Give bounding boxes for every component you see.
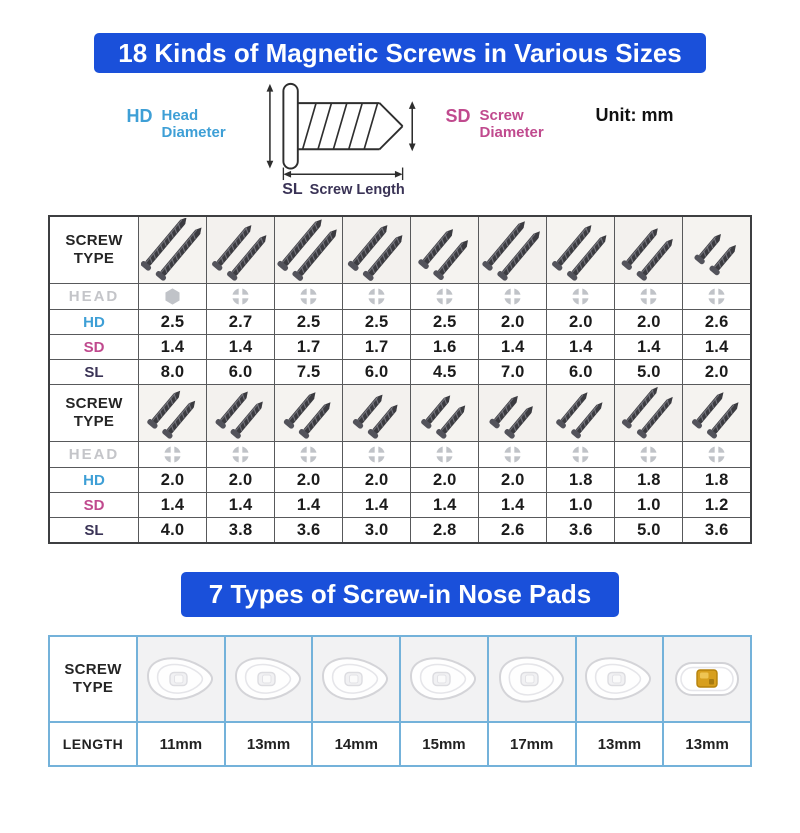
phillips-head-cell — [275, 442, 343, 468]
screw-type-label: SCREW TYPE — [49, 216, 139, 284]
nosepad-photo — [227, 649, 311, 709]
sl-value: 2.6 — [479, 518, 547, 544]
hd-value: 1.8 — [547, 468, 615, 493]
sl-value: 7.5 — [275, 360, 343, 385]
nosepad-photo-cell — [137, 636, 225, 722]
screw-photo — [413, 386, 477, 440]
sl-value: 2.8 — [411, 518, 479, 544]
hd-value: 2.0 — [139, 468, 207, 493]
phillips-head-icon — [299, 287, 318, 306]
screw-photo-cell — [343, 385, 411, 442]
sl-value: 6.0 — [547, 360, 615, 385]
sl-row — [49, 360, 751, 385]
phillips-head-icon — [707, 445, 726, 464]
hd-value: 2.5 — [139, 310, 207, 335]
hd-value: 2.7 — [207, 310, 275, 335]
product-infographic — [0, 33, 800, 767]
nosepad-length-value: 13mm — [225, 722, 313, 766]
head-label: HEAD — [49, 442, 139, 468]
phillips-head-icon — [435, 445, 454, 464]
hd-value: 2.5 — [275, 310, 343, 335]
screw-photo — [141, 386, 205, 440]
phillips-head-icon — [231, 445, 250, 464]
nosepad-length-value: 13mm — [576, 722, 664, 766]
screw-photo-cell — [547, 216, 615, 284]
screw-photo — [685, 218, 749, 282]
hd-legend — [126, 107, 241, 142]
sd-value: 1.4 — [479, 335, 547, 360]
screw-photo — [209, 218, 273, 282]
screw-photo-cell — [207, 216, 275, 284]
screw-photo-cell — [615, 385, 683, 442]
head-row — [49, 284, 751, 310]
sd-value: 1.4 — [547, 335, 615, 360]
phillips-head-cell — [479, 442, 547, 468]
sd-value: 1.7 — [343, 335, 411, 360]
sl-value: 8.0 — [139, 360, 207, 385]
sl-value: 4.5 — [411, 360, 479, 385]
sl-value: 4.0 — [139, 518, 207, 544]
hd-value: 2.5 — [411, 310, 479, 335]
phillips-head-icon — [503, 445, 522, 464]
hd-value: 2.0 — [207, 468, 275, 493]
phillips-head-icon — [571, 445, 590, 464]
screw-type-row — [49, 216, 751, 284]
phillips-head-icon — [163, 445, 182, 464]
sl-value: 3.6 — [547, 518, 615, 544]
sd-value: 1.6 — [411, 335, 479, 360]
screw-photo — [481, 218, 545, 282]
screw-photo — [277, 218, 341, 282]
screw-photo — [345, 386, 409, 440]
screws-banner-title: 18 Kinds of Magnetic Screws in Various Sizes — [118, 37, 682, 68]
sl-row-label: SL — [49, 518, 139, 544]
sl-value: 3.6 — [683, 518, 751, 544]
nosepad-photo — [402, 649, 486, 709]
hd-row — [49, 468, 751, 493]
screw-photo — [685, 386, 749, 440]
nosepads-banner-title: 7 Types of Screw-in Nose Pads — [208, 579, 592, 609]
screw-photo-cell — [343, 216, 411, 284]
nosepad-table — [48, 635, 752, 767]
screw-photo-cell — [479, 385, 547, 442]
sd-value: 1.4 — [411, 493, 479, 518]
screw-spec-table — [48, 215, 752, 544]
unit-label: Unit: mm — [595, 105, 674, 125]
sl-row — [49, 518, 751, 544]
phillips-head-icon — [435, 287, 454, 306]
hd-value: 2.0 — [479, 310, 547, 335]
screw-photo — [141, 218, 205, 282]
phillips-head-cell — [207, 442, 275, 468]
hd-value: 2.0 — [547, 310, 615, 335]
screw-photo — [549, 386, 613, 440]
sl-value: 7.0 — [479, 360, 547, 385]
screw-photo-cell — [683, 385, 751, 442]
hd-abbr: HD — [126, 106, 153, 126]
nosepad-length-row — [49, 722, 751, 766]
sd-value: 1.4 — [207, 493, 275, 518]
phillips-head-cell — [547, 284, 615, 310]
sl-value: 5.0 — [615, 360, 683, 385]
nosepad-photo — [314, 649, 398, 709]
nosepad-photo — [490, 649, 574, 709]
phillips-head-cell — [207, 284, 275, 310]
sl-value: 6.0 — [207, 360, 275, 385]
phillips-head-cell — [683, 442, 751, 468]
phillips-head-cell — [547, 442, 615, 468]
screw-photo — [481, 386, 545, 440]
screw-photo-cell — [275, 216, 343, 284]
screw-technical-drawing-icon — [255, 81, 431, 181]
hd-value: 2.0 — [411, 468, 479, 493]
phillips-head-icon — [639, 445, 658, 464]
nosepad-photo-cell — [225, 636, 313, 722]
sd-value: 1.7 — [275, 335, 343, 360]
nosepad-photo — [139, 649, 223, 709]
sl-value: 5.0 — [615, 518, 683, 544]
nosepad-type-label: SCREW TYPE — [49, 636, 137, 722]
screw-photo-cell — [275, 385, 343, 442]
phillips-head-icon — [503, 287, 522, 306]
sl-legend — [282, 181, 405, 199]
length-row-label: LENGTH — [49, 722, 137, 766]
hd-label: Head Diameter — [161, 107, 226, 142]
sd-value: 1.4 — [207, 335, 275, 360]
head-row — [49, 442, 751, 468]
nosepad-photo-cell — [400, 636, 488, 722]
phillips-head-cell — [139, 442, 207, 468]
screw-type-label: SCREW TYPE — [49, 385, 139, 442]
sd-row-label: SD — [49, 335, 139, 360]
sl-value: 3.6 — [275, 518, 343, 544]
phillips-head-cell — [343, 284, 411, 310]
phillips-head-cell — [275, 284, 343, 310]
nosepad-length-value: 15mm — [400, 722, 488, 766]
hd-value: 2.5 — [343, 310, 411, 335]
sl-value: 6.0 — [343, 360, 411, 385]
phillips-head-cell — [411, 284, 479, 310]
screw-photo-cell — [207, 385, 275, 442]
sd-value: 1.2 — [683, 493, 751, 518]
phillips-head-cell — [479, 284, 547, 310]
screw-photo — [549, 218, 613, 282]
hd-value: 2.0 — [343, 468, 411, 493]
sd-row-label: SD — [49, 493, 139, 518]
phillips-head-cell — [683, 284, 751, 310]
sl-row-label: SL — [49, 360, 139, 385]
sd-legend — [445, 107, 559, 142]
nosepad-length-value: 11mm — [137, 722, 225, 766]
head-label: HEAD — [49, 284, 139, 310]
phillips-head-cell — [615, 284, 683, 310]
hd-row-label: HD — [49, 310, 139, 335]
screw-photo-cell — [683, 216, 751, 284]
sd-value: 1.4 — [139, 335, 207, 360]
nosepad-photo-cell — [312, 636, 400, 722]
nosepad-photo-cell — [488, 636, 576, 722]
nosepad-photo — [577, 649, 661, 709]
sd-value: 1.4 — [343, 493, 411, 518]
hd-row-label: HD — [49, 468, 139, 493]
phillips-head-icon — [367, 287, 386, 306]
screw-photo-cell — [139, 385, 207, 442]
sl-abbr: SL — [282, 181, 303, 198]
phillips-head-cell — [343, 442, 411, 468]
sd-row — [49, 493, 751, 518]
screw-photo-cell — [615, 216, 683, 284]
screw-type-row — [49, 385, 751, 442]
phillips-head-icon — [231, 287, 250, 306]
screws-banner — [94, 33, 706, 73]
screw-photo-cell — [411, 385, 479, 442]
hd-value: 1.8 — [615, 468, 683, 493]
screw-photo-cell — [479, 216, 547, 284]
sl-value: 3.8 — [207, 518, 275, 544]
sd-value: 1.0 — [547, 493, 615, 518]
hex-head-cell — [139, 284, 207, 310]
sl-label: Screw Length — [309, 182, 405, 198]
phillips-head-icon — [367, 445, 386, 464]
nosepad-type-row — [49, 636, 751, 722]
nosepads-banner — [181, 572, 619, 617]
nosepad-length-value: 14mm — [312, 722, 400, 766]
nosepad-photo-cell — [663, 636, 751, 722]
nosepad-gold-photo — [665, 649, 749, 709]
screw-photo — [413, 218, 477, 282]
sd-abbr: SD — [445, 106, 471, 126]
phillips-head-icon — [707, 287, 726, 306]
sd-label: Screw Diameter — [479, 107, 544, 142]
hd-value: 2.6 — [683, 310, 751, 335]
phillips-head-icon — [571, 287, 590, 306]
screw-photo-cell — [139, 216, 207, 284]
sl-value: 3.0 — [343, 518, 411, 544]
phillips-head-cell — [411, 442, 479, 468]
sd-row — [49, 335, 751, 360]
sd-value: 1.4 — [479, 493, 547, 518]
screw-photo — [209, 386, 273, 440]
nosepad-length-value: 17mm — [488, 722, 576, 766]
sd-value: 1.4 — [615, 335, 683, 360]
sd-value: 1.0 — [615, 493, 683, 518]
screw-photo-cell — [411, 216, 479, 284]
phillips-head-icon — [299, 445, 318, 464]
phillips-head-cell — [615, 442, 683, 468]
screw-photo — [277, 386, 341, 440]
screw-drawing-block — [255, 81, 431, 199]
hd-value: 2.0 — [275, 468, 343, 493]
screw-photo — [345, 218, 409, 282]
sl-value: 2.0 — [683, 360, 751, 385]
screw-photo — [617, 386, 681, 440]
hd-value: 2.0 — [479, 468, 547, 493]
sd-value: 1.4 — [275, 493, 343, 518]
screw-photo — [617, 218, 681, 282]
phillips-head-icon — [639, 287, 658, 306]
screw-dimension-diagram — [0, 81, 800, 207]
sd-value: 1.4 — [683, 335, 751, 360]
hd-row — [49, 310, 751, 335]
screw-photo-cell — [547, 385, 615, 442]
nosepad-photo-cell — [576, 636, 664, 722]
nosepad-length-value: 13mm — [663, 722, 751, 766]
hd-value: 1.8 — [683, 468, 751, 493]
sd-value: 1.4 — [139, 493, 207, 518]
hd-value: 2.0 — [615, 310, 683, 335]
hex-head-icon — [163, 287, 182, 306]
